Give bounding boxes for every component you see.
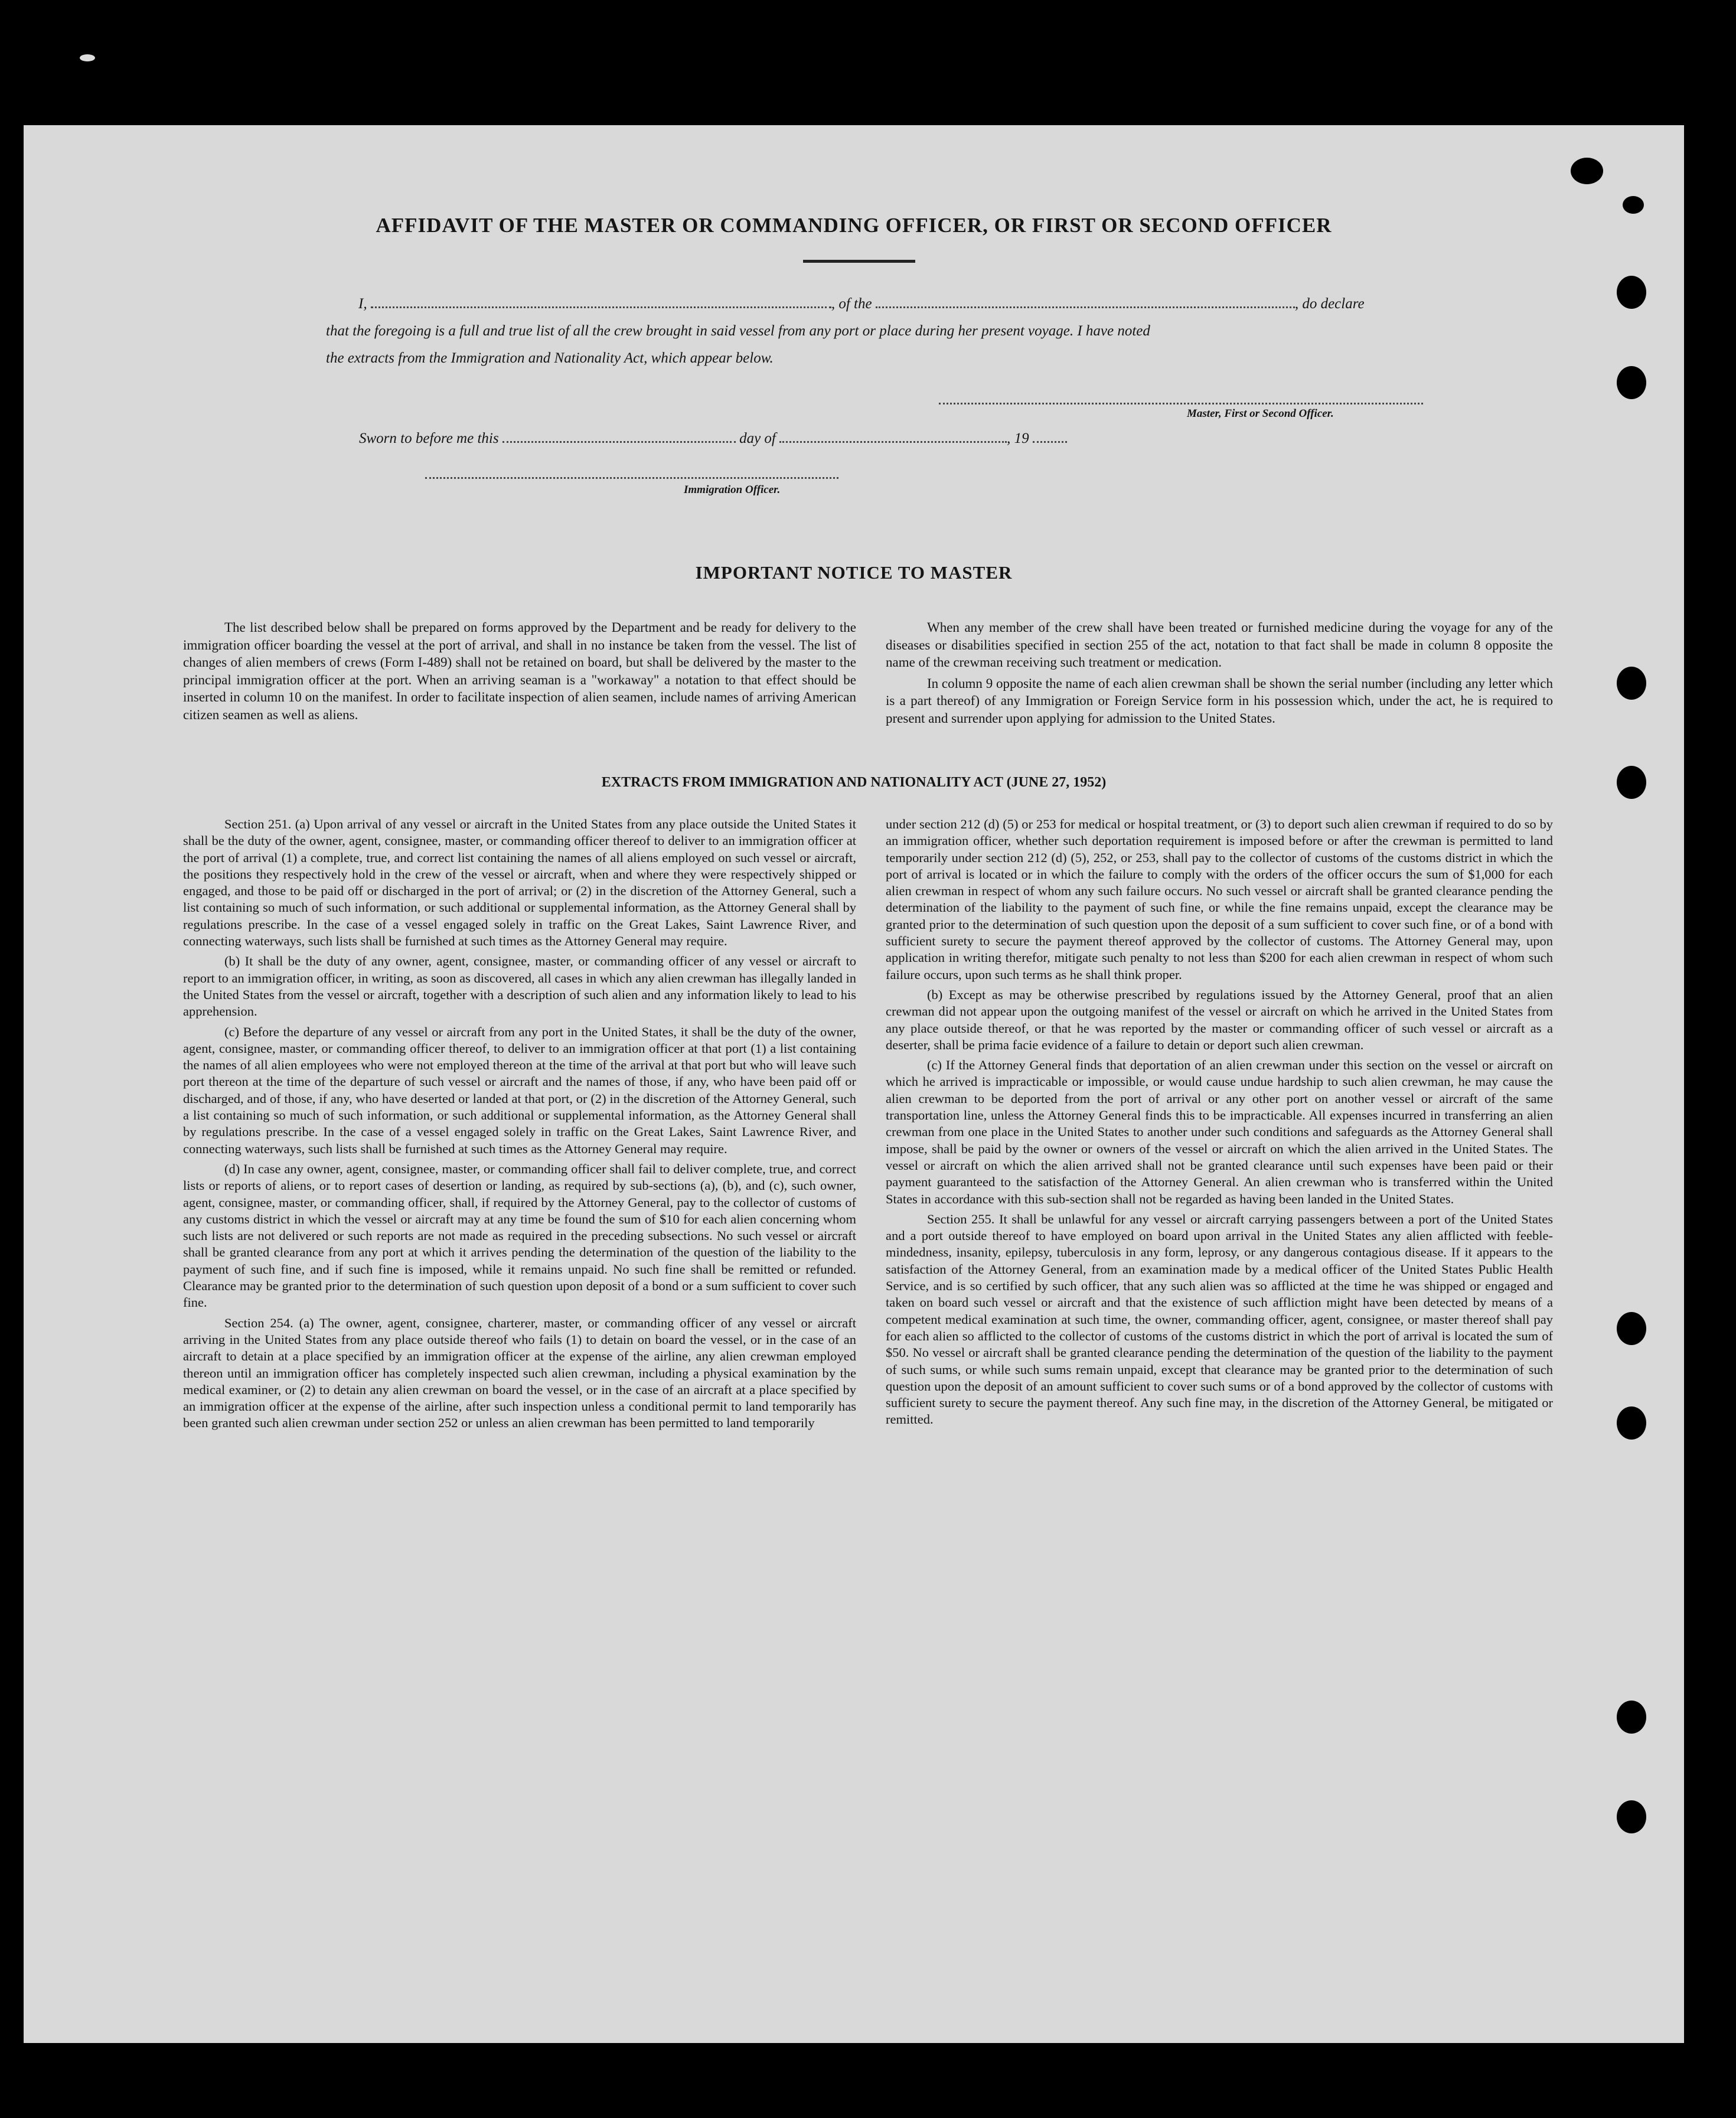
- declaration-line-1: [358, 291, 1433, 318]
- section-254-a: Section 254. (a) The owner, agent, consignee, charterer, master, or commanding officer of any vessel or aircraft arriving in the United States from any place outside thereof who fails (1) to detain on board the vessel, or in the case of an aircraft to detain at a place specified by an immigration officer at the expense of the airline, any alien crewman employed thereon until an immigration officer has completely inspected such alien crewman, including a physical examination by the medical examiner, or (2) to detain any alien crewman on board the vessel, or in the case of an aircraft at a place specified by an immigration officer at the expense of the airline, after such inspection unless a conditional permit to land temporarily has been granted such alien crewman under section 252 or unless an alien crewman has been permitted to land temporarily: [183, 1315, 856, 1431]
- extracts-right-column: [886, 816, 1553, 1432]
- declaration-line-3: the extracts from the Immigration and Nationality Act, which appear below.: [326, 350, 774, 366]
- declarant-prefix: I,: [358, 296, 367, 312]
- section-254-a-continued: under section 212 (d) (5) or 253 for medical or hospital treatment, or (3) to deport such alien crewman if required to do so by an immigration officer, whether such deportation requirement is imposed before or after the crewman is permitted to land temporarily under section 212 (d) (5), 252, or 253, shall pay to the collector of customs of the customs district in which the port of arrival is located or in which the failure to comply with the orders of the officer occurs the sum of $1,000 for each alien crewman in respect of whom any such failure occurs. No such vessel or aircraft shall be granted clearance pending the determination of the liability to the payment of such fine, or while the fine remains unpaid, except the clearance may be granted prior to the determination of such question upon the deposit of a sum sufficient to cover such fine, or of a bond with sufficient surety to secure the payment thereof approved by the collector of customs. The Attorney General may, upon application in writing therefor, mitigate such penalty to not less than $200 for each alien crewman in respect of whom such failure occurs, upon such terms as he shall think proper.: [886, 817, 1553, 982]
- sworn-line: [359, 425, 1245, 452]
- binder-hole: [1617, 667, 1646, 700]
- binder-hole: [1617, 1312, 1646, 1345]
- affidavit-title: AFFIDAVIT OF THE MASTER OR COMMANDING OFFICER, OR FIRST OR SECOND OFFICER: [376, 214, 1332, 237]
- binder-hole: [1617, 1701, 1646, 1734]
- section-255: Section 255. It shall be unlawful for any vessel or aircraft carrying passengers between a port of the United States and a port outside thereof to have employed on board upon arrival in the United States any alien afflicted with feeble-mindedness, insanity, epilepsy, tuberculosis in any form, leprosy, or any dangerous contagious disease. If it appears to the satisfaction of the Attorney General, from an examination made by a medical officer of the United States Public Health Service, and is so certified by such officer, that any such alien was so afflicted at the time he was shipped or engaged and taken on board such vessel or aircraft and that the existence of such affliction might have been detected by means of a competent medical examination at such time, the owner, commanding officer, agent, consignee, or master thereof shall pay for each alien so afflicted to the collector of customs of the customs district in which the port of arrival is located the sum of $50. No vessel or aircraft shall be granted clearance pending the determination of the question of the liability to the payment of such sums, or while such sums remain unpaid, except that clearance may be granted prior to the determination of such question upon the deposit of an amount sufficient to cover such sums or of a bond approved by the collector of customs with sufficient surety to secure the payment thereof. Any such fine may, in the discretion of the Attorney General, be mitigated or remitted.: [886, 1211, 1553, 1427]
- day-of-label: day of: [739, 430, 776, 446]
- ink-blot: [1623, 196, 1644, 214]
- extracts-title: EXTRACTS FROM IMMIGRATION AND NATIONALITY ACT (JUNE 27, 1952): [601, 775, 1107, 790]
- officer-caption: Immigration Officer.: [684, 484, 781, 496]
- section-254-b: (b) Except as may be otherwise prescribed by regulations issued by the Attorney General, proof that an alien crewman did not appear upon the outgoing manifest of the vessel or aircraft on which he arrived in the United States from any place outside thereof, or that he was reported by the master or commanding officer of such vessel or aircraft as a deserter, shall be prima facie evidence of a failure to detain or deport such alien crewman.: [886, 987, 1553, 1052]
- declaration-line-2: that the foregoing is a full and true list of all the crew brought in said vessel from any port or place during her present voyage. I have noted: [326, 323, 1150, 339]
- sworn-month-field[interactable]: [779, 430, 1007, 443]
- notice-right-paragraph-2: In column 9 opposite the name of each alien crewman shall be shown the serial number (including any letter which is a part thereof) of any Immigration or Foreign Service form in his possession which, under the act, he is required to present and surrender upon applying for admission to the United States.: [886, 675, 1553, 726]
- title-divider: [803, 260, 915, 263]
- section-251-d: (d) In case any owner, agent, consignee, master, or commanding officer shall fail to deliver complete, true, and correct lists or reports of aliens, or to report cases of desertion or landing, as required by sub-sections (a), (b), and (c), such owner, agent, consignee, master, or commanding officer, shall, if required by the Attorney General, pay to the collector of customs of any customs district in which the vessel or aircraft may at any time be found the sum of $10 for each alien concerning whom such lists are not delivered or such reports are not made as required in the preceding subsections. No such vessel or aircraft shall be granted clearance from any port at which it arrives pending the determination of the question of the liability to the payment of such fine, and if such fine is imposed, while it remains unpaid. No such fine shall be remitted or refunded. Clearance may be granted prior to the determination of such question upon deposit of a bond or a sum sufficient to cover such fine.: [183, 1161, 856, 1310]
- sworn-year-field[interactable]: [1033, 430, 1067, 443]
- declarant-name-field[interactable]: [371, 296, 831, 308]
- section-254-c: (c) If the Attorney General finds that deportation of an alien crewman under this section on the vessel or aircraft on which he arrived is impracticable or impossible, or would cause undue hardship to such alien crewman, he may cause the alien crewman to be deported from the port of arrival or any other port on another vessel or aircraft of the same transportation line, unless the Attorney General finds this to be impracticable. All expenses incurred in transferring an alien crewman from one place in the United States to another under such conditions and safeguards as the Attorney General shall impose, shall be paid by the owner or owners of the vessel or aircraft on which the alien arrived in the United States. The vessel or aircraft on which the alien arrived shall not be granted clearance until such expenses have been paid or their payment guaranteed to the satisfaction of the Attorney General. An alien crewman who is transferred within the United States in accordance with this sub-section shall not be regarded as having been landed in the United States.: [886, 1058, 1553, 1206]
- binder-hole: [1617, 766, 1646, 799]
- sworn-prefix: Sworn to before me this: [359, 430, 499, 446]
- notice-left-paragraph: The list described below shall be prepared on forms approved by the Department and be ready for delivery to the immigration officer boarding the vessel at the port of arrival, and shall in no instance be taken from the vessel. The list of changes of alien members of crews (Form I-489) shall not be retained on board, but shall be delivered by the master to the principal immigration officer at the port. When an arriving seaman is a "workaway" a notation to that effect should be inserted in column 10 on the manifest. In order to facilitate inspection of alien seamen, include names of arriving American citizen seamen as well as aliens.: [183, 620, 856, 722]
- notice-title: IMPORTANT NOTICE TO MASTER: [695, 562, 1013, 583]
- immigration-officer-signature-line[interactable]: [425, 477, 838, 479]
- vessel-name-field[interactable]: [876, 296, 1295, 308]
- notice-right-paragraph-1: When any member of the crew shall have been treated or furnished medicine during the voyage for any of the diseases or disabilities specified in section 255 of the act, notation to that fact shall be made in column 8 opposite the name of the crewman receiving such treatment or medication.: [886, 620, 1553, 670]
- binder-hole: [1617, 276, 1646, 309]
- of-the-label: , of the: [831, 296, 872, 312]
- scan-artifact: [80, 54, 95, 61]
- do-declare-label: , do declare: [1294, 296, 1365, 312]
- document-page: [24, 125, 1684, 2043]
- master-signature-line[interactable]: [939, 403, 1423, 404]
- year-label: , 19: [1007, 430, 1029, 446]
- master-caption: Master, First or Second Officer.: [1187, 407, 1334, 420]
- section-251-a: Section 251. (a) Upon arrival of any vessel or aircraft in the United States from any place outside the United States it shall be the duty of the owner, agent, consignee, master, or commanding officer thereof to deliver to an immigration officer at the port of arrival (1) a complete, true, and correct list containing the names of all aliens employed on such vessel or aircraft, the positions they respectively hold in the crew of the vessel or aircraft, when and where they were respectively shipped or engaged, and those to be paid off or discharged in the port of arrival; or (2) in the discretion of the Attorney General, such a list containing so much of such information, or such additional or supplemental information, as the Attorney General shall by regulations prescribe. In the case of a vessel engaged solely in traffic on the Great Lakes, Saint Lawrence River, and connecting waterways, such lists shall be furnished at such times as the Attorney General may require.: [183, 817, 856, 949]
- section-251-c: (c) Before the departure of any vessel or aircraft from any port in the United States, it shall be the duty of the owner, agent, consignee, master, or commanding officer thereof, to deliver to an immigration officer at that port (1) a list containing the names of all alien employees who were not employed thereon at the time of the arrival at that port but who will leave such port thereon at the time of the departure of such vessel or aircraft and the names of those, if any, who have been paid off or discharged, and of those, if any, who have deserted or landed at that port, or (2) in the discretion of the Attorney General, such a list containing so much of such information, or such additional or supplemental information, as the Attorney General shall by regulations prescribe. In the case of a vessel engaged solely in traffic on the Great Lakes, Saint Lawrence River, and connecting waterways, such lists shall be furnished at such times as the Attorney General may require.: [183, 1024, 856, 1156]
- extracts-left-column: [183, 816, 856, 1435]
- binder-hole: [1617, 1406, 1646, 1440]
- binder-hole: [1617, 366, 1646, 399]
- binder-hole: [1617, 1800, 1646, 1833]
- ink-blot: [1571, 158, 1603, 184]
- notice-right-column: [886, 619, 1553, 730]
- sworn-day-field[interactable]: [502, 430, 736, 443]
- section-251-b: (b) It shall be the duty of any owner, agent, consignee, master, or commanding officer of any vessel or aircraft to report to an immigration officer, in writing, as soon as discovered, all cases in which any alien crewman has illegally landed in the United States from the vessel or aircraft, together with a description of such alien and any information likely to lead to his apprehension.: [183, 954, 856, 1019]
- notice-left-column: [183, 619, 856, 727]
